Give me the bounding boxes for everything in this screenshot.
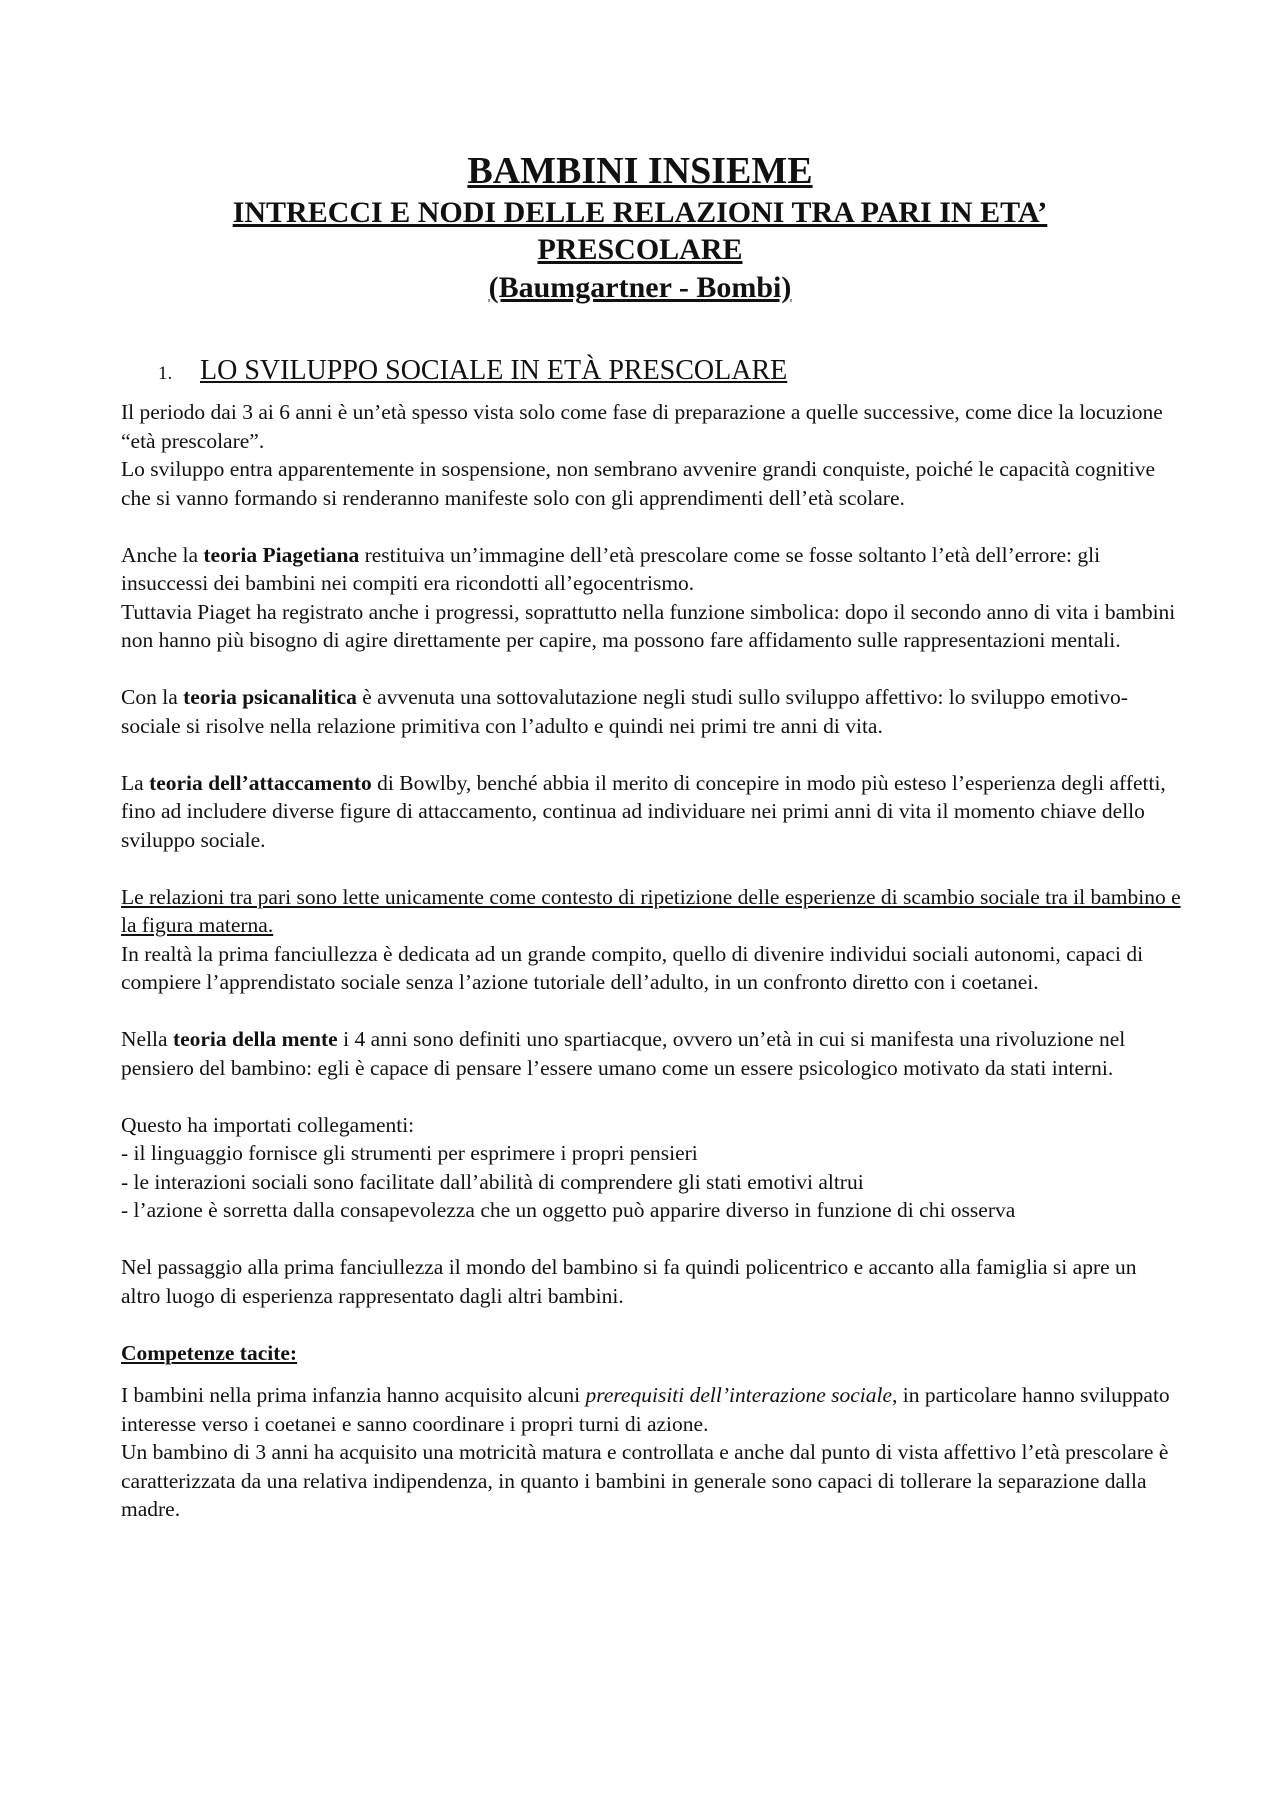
list-item: - le interazioni sociali sono facilitate dall’abilità di comprendere gli stati emotivi altrui [121,1169,864,1194]
paragraph: Tuttavia Piaget ha registrato anche i progressi, soprattutto nella funzione simbolica: dopo il secondo anno di vita i bambini non hanno più bisogno di agire direttamente per capire, ma possono fare affidamento sulle rappresentazioni mentali. [121,599,1176,652]
document-body [121,398,1181,1524]
paragraph: Anche la teoria Piagetiana restituiva un’immagine dell’età prescolare come se fosse soltanto l’età dell’errore: gli insuccessi dei bambini nei compiti era ricondotti all’egocentrismo. [121,542,1101,595]
section-heading-text: LO SVILUPPO SOCIALE IN ETÀ PRESCOLARE [200,355,788,386]
list-item: - l’azione è sorretta dalla consapevolezza che un oggetto può apparire diverso in funzione di chi osserva [121,1198,1016,1222]
document-title: BAMBINI INSIEME [467,150,813,192]
section-number: 1. [158,363,173,384]
document-authors: (Baumgartner - Bombi) [488,271,792,304]
document-subtitle: INTRECCI E NODI DELLE RELAZIONI TRA PARI IN ETA’ [232,196,1048,229]
italic-term: prerequisiti dell’interazione sociale, [585,1383,898,1407]
bold-term: teoria dell’attaccamento [149,770,372,795]
section-heading [158,353,787,392]
bold-term: teoria della mente [172,1027,338,1051]
bold-term: teoria psicanalitica [183,685,357,709]
bold-term: teoria Piagetiana [203,542,360,567]
subheading-text: Competenze tacite: [121,1340,298,1365]
paragraph: Questo ha importati collegamenti: [121,1112,415,1137]
title-block [0,148,1280,308]
document-subtitle-cont: PRESCOLARE [537,233,743,266]
paragraph: Nel passaggio alla prima fanciullezza il mondo del bambino si fa quindi policentrico e accanto alla famiglia si apre un altro luogo di esperienza rappresentato dagli altri bambini. [121,1255,1137,1308]
subheading [121,1339,1181,1368]
paragraph: Un bambino di 3 anni ha acquisito una motricità matura e controllata e anche dal punto di vista affettivo l’età prescolare è caratterizzata da una relativa indipendenza, in quanto i bambini in generale sono capaci di tollerare la separazione dalla madre. [121,1440,1169,1521]
underlined-text: Le relazioni tra pari sono lette unicamente come contesto di ripetizione delle esperienze di scambio sociale tra il bambino e la figura materna. [121,884,1181,937]
paragraph: Lo sviluppo entra apparentemente in sospensione, non sembrano avvenire grandi conquiste, poiché le capacità cognitive che si vanno formando si renderanno manifeste solo con gli apprendimenti dell’età scolare. [121,457,1156,510]
paragraph [121,883,1181,940]
paragraph: I bambini nella prima infanzia hanno acquisito alcuni prerequisiti dell’interazione sociale, in particolare hanno sviluppato interesse verso i coetanei e sanno coordinare i propri turni di azione. [121,1383,1170,1436]
paragraph: Nella teoria della mente i 4 anni sono definiti uno spartiacque, ovvero un’età in cui si manifesta una rivoluzione nel pensiero del bambino: egli è capace di pensare l’essere umano come un essere psicologico motivato da stati interni. [121,1027,1126,1080]
paragraph: Il periodo dai 3 ai 6 anni è un’età spesso vista solo come fase di preparazione a quelle successive, come dice la locuzione “età prescolare”. [121,400,1163,453]
paragraph: In realtà la prima fanciullezza è dedicata ad un grande compito, quello di divenire individui sociali autonomi, capaci di compiere l’apprendistato sociale senza l’azione tutoriale dell’adulto, in un confronto diretto con i coetanei. [121,941,1144,994]
paragraph: Con la teoria psicanalitica è avvenuta una sottovalutazione negli studi sullo sviluppo affettivo: lo sviluppo emotivo-sociale si risolve nella relazione primitiva con l’adulto e quindi nei primi tre anni di vita. [121,685,1128,738]
paragraph: La teoria dell’attaccamento di Bowlby, benché abbia il merito di concepire in modo più esteso l’esperienza degli affetti, fino ad includere diverse figure di attaccamento, continua ad individuare nei primi anni di vita il momento chiave dello sviluppo sociale. [121,770,1166,852]
list-item: - il linguaggio fornisce gli strumenti per esprimere i propri pensieri [121,1141,698,1165]
